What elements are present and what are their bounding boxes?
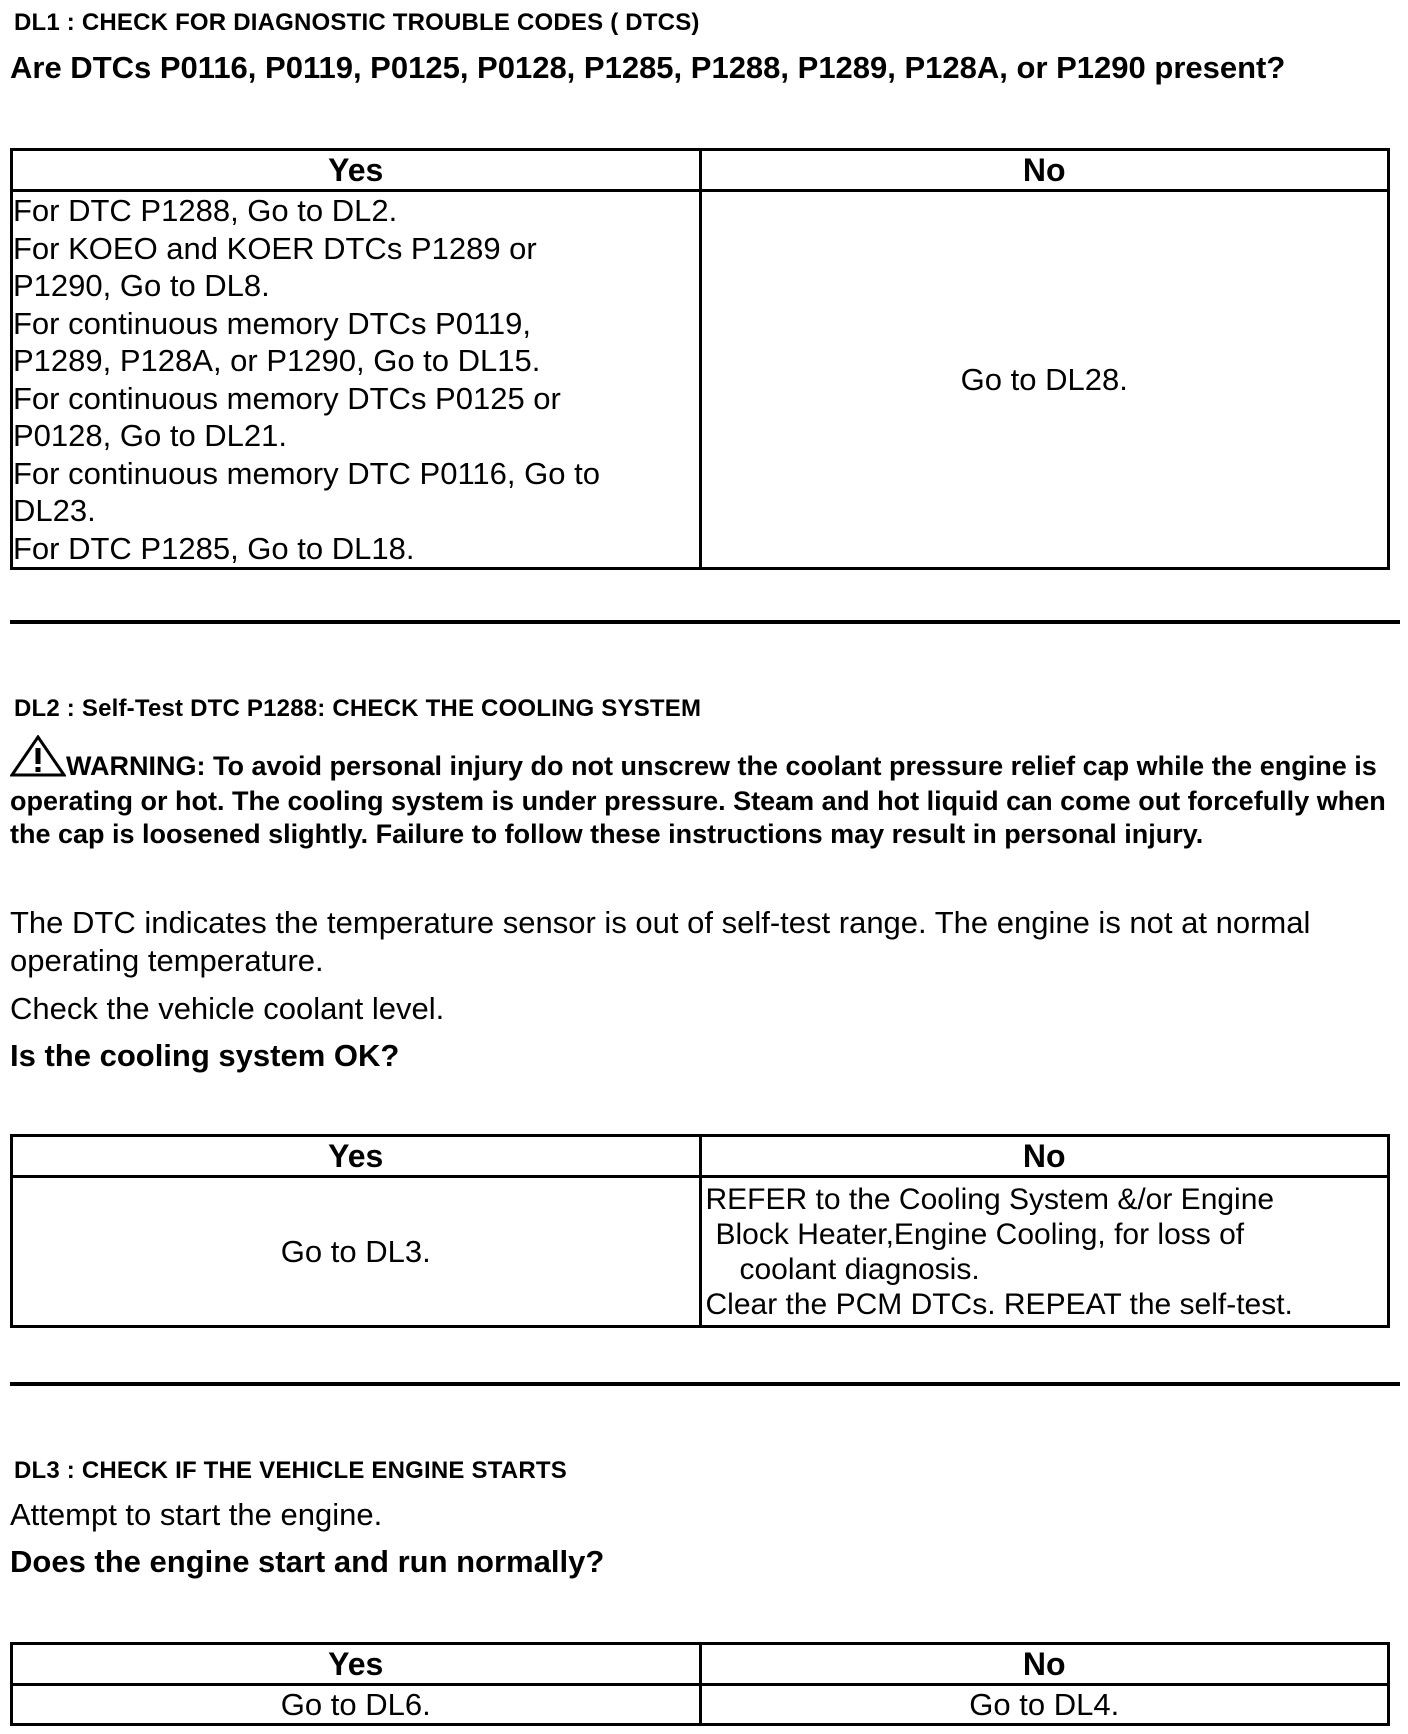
dl1-yes-line: P0128, Go to DL21. [13, 418, 288, 453]
dl2-no-line: REFER to the Cooling System &/or Engine [705, 1182, 1275, 1216]
section-divider [10, 1382, 1400, 1386]
dl1-yes-line: For continuous memory DTCs P0119, [13, 305, 532, 341]
dl2-paragraph: The DTC indicates the temperature sensor is out of self-test range. The engine is not at normal operating temperature. [10, 905, 1311, 978]
dl3-yes-cell: Go to DL6. [12, 1685, 701, 1725]
dl1-yes-line: DL23. [13, 493, 96, 528]
dl2-title: DL2 : Self-Test DTC P1288: CHECK THE COOLING SYSTEM [14, 695, 702, 722]
dl3-no-cell: Go to DL4. [700, 1685, 1389, 1725]
dl3-question: Does the engine start and run normally? [10, 1544, 605, 1579]
dl3-title: DL3 : CHECK IF THE VEHICLE ENGINE STARTS [14, 1457, 567, 1484]
dl2-paragraph: Check the vehicle coolant level. [10, 991, 445, 1026]
dl3-yes-header: Yes [12, 1644, 701, 1685]
dl2-no-cell [700, 1177, 1389, 1327]
dl1-question: Are DTCs P0116, P0119, P0125, P0128, P1285, P1288, P1289, P128A, or P1290 present? [10, 50, 1286, 85]
dl1-no-cell: Go to DL28. [700, 191, 1389, 569]
warning-triangle-icon [10, 735, 66, 785]
dl1-yes-line: For continuous memory DTCs P0125 or [13, 380, 561, 416]
section-divider [10, 620, 1400, 624]
dl1-yes-cell [12, 191, 701, 569]
dl2-table [10, 1134, 1390, 1328]
dl3-no-header: No [700, 1644, 1389, 1685]
dl1-no-header: No [700, 150, 1389, 191]
dl1-yes-header: Yes [12, 150, 701, 191]
dl2-warning-text: WARNING: To avoid personal injury do not unscrew the coolant pressure relief cap while the engine is operating or hot. The cooling system is under pressure. Steam and hot liquid can come out forcefully when the cap is loosened slightly. Failure to follow these instructions may result in personal injury. [10, 751, 1386, 849]
dl2-no-line: Clear the PCM DTCs. REPEAT the self-test. [705, 1287, 1293, 1321]
dl1-table [10, 148, 1390, 570]
dl2-no-header: No [700, 1136, 1389, 1177]
dl1-yes-line: For continuous memory DTC P0116, Go to [13, 455, 600, 491]
dl1-yes-line: For DTC P1285, Go to DL18. [13, 530, 415, 566]
dl1-yes-line: P1290, Go to DL8. [13, 268, 270, 303]
dl2-no-line: Block Heater,Engine Cooling, for loss of [715, 1217, 1245, 1251]
dl1-yes-line: P1289, P128A, or P1290, Go to DL15. [13, 343, 541, 378]
dl1-yes-line: For KOEO and KOER DTCs P1289 or [13, 230, 537, 266]
dl3-table [10, 1642, 1390, 1726]
dl2-warning [10, 735, 1390, 851]
dl2-yes-cell: Go to DL3. [12, 1177, 701, 1327]
dl2-yes-header: Yes [12, 1136, 701, 1177]
dl1-title: DL1 : CHECK FOR DIAGNOSTIC TROUBLE CODES ( DTCS) [14, 9, 700, 36]
dl2-question: Is the cooling system OK? [10, 1038, 400, 1073]
dl3-paragraph: Attempt to start the engine. [10, 1497, 383, 1532]
dl1-yes-line: For DTC P1288, Go to DL2. [13, 193, 398, 228]
dl2-no-line: coolant diagnosis. [739, 1252, 980, 1286]
